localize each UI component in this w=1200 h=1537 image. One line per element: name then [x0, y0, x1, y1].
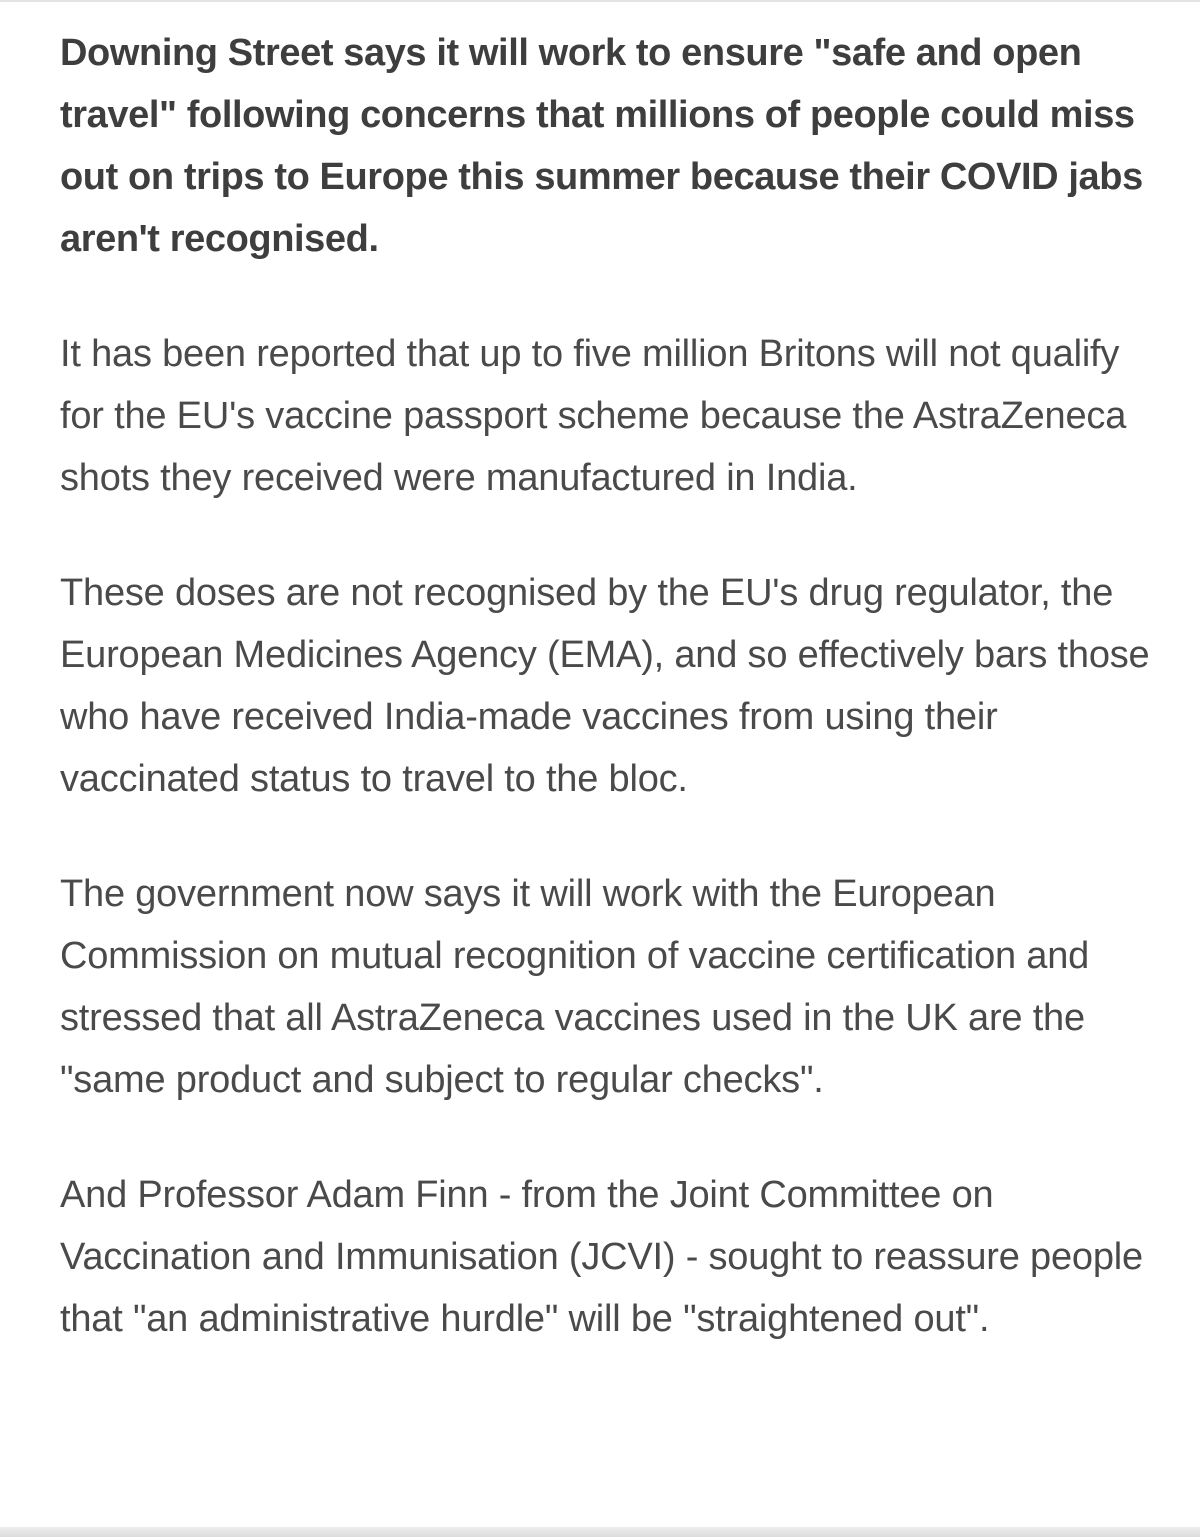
article-paragraph: The government now says it will work with the European Commission on mutual recognition of vaccine certification and stressed that all AstraZeneca vaccines used in the UK are the "same product and subject to regular checks".	[60, 873, 1090, 1101]
top-divider	[0, 0, 1200, 2]
bottom-scroll-edge	[0, 1527, 1200, 1537]
article-paragraph: It has been reported that up to five million Britons will not qualify for the EU's vaccine passport scheme because the AstraZeneca shots they received were manufactured in India.	[60, 333, 1127, 499]
article-paragraph: These doses are not recognised by the EU's drug regulator, the European Medicines Agency (EMA), and so effectively bars those who have received India-made vaccines from using their vaccinated status to travel to the bloc.	[60, 572, 1150, 800]
article-body	[60, 22, 1150, 1403]
article-lead-paragraph: Downing Street says it will work to ensure "safe and open travel" following concerns that millions of people could miss out on trips to Europe this summer because their COVID jabs aren't recognised.	[60, 32, 1143, 260]
article-paragraph: And Professor Adam Finn - from the Joint Committee on Vaccination and Immunisation (JCVI) - sought to reassure people that "an administrative hurdle" will be "straightened out".	[60, 1174, 1143, 1340]
